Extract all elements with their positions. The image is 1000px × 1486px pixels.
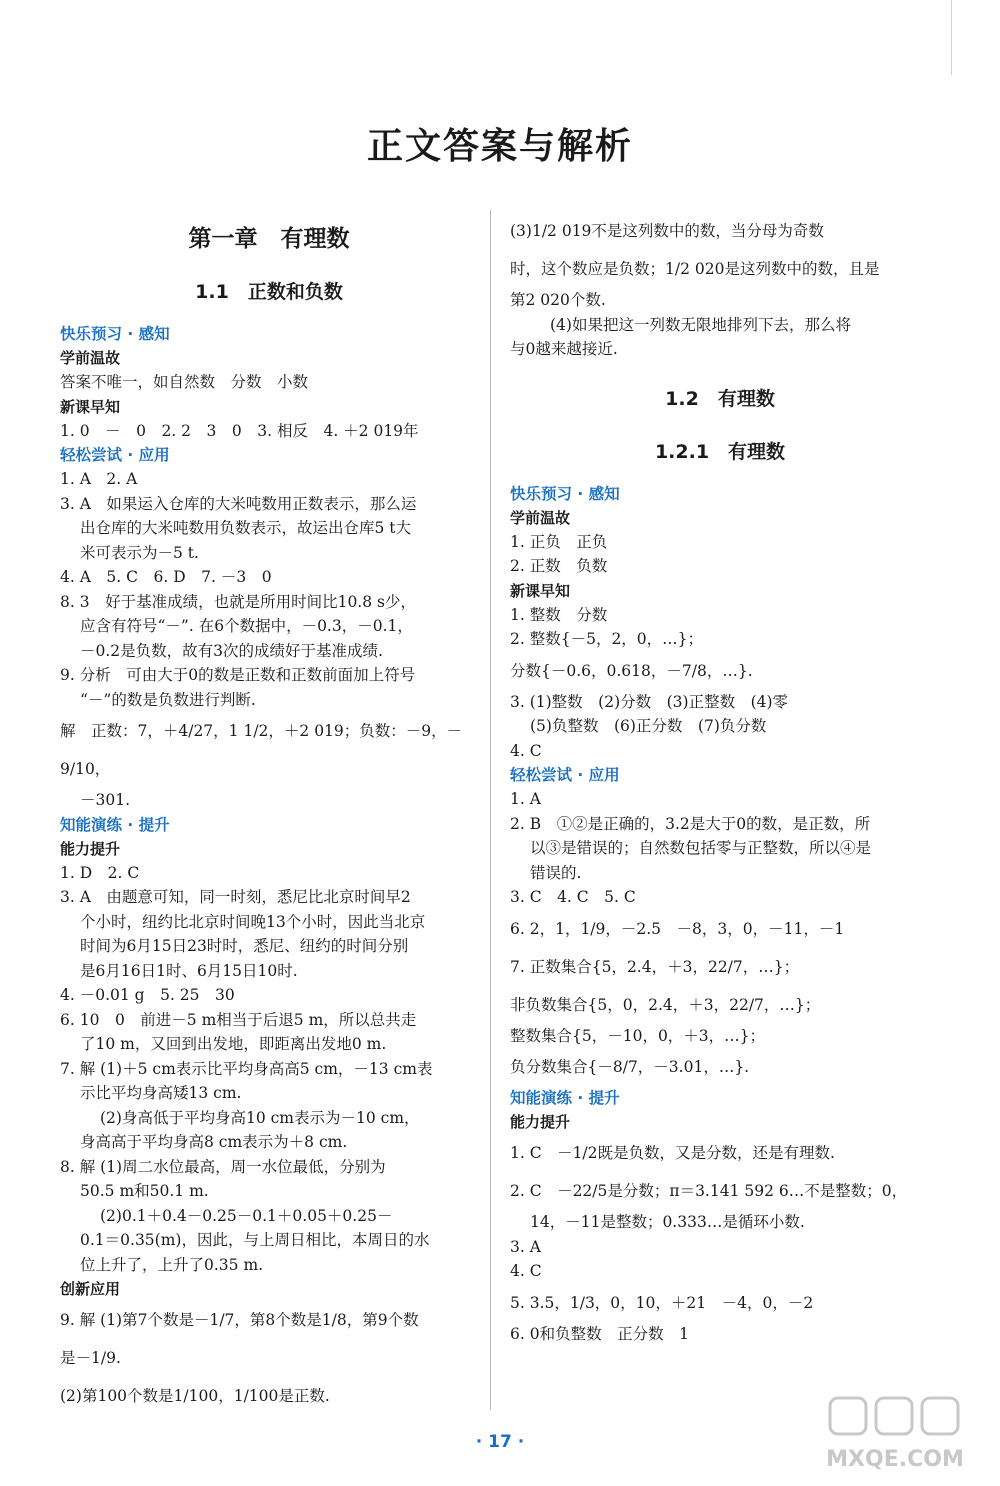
answer-line: 第2 020个数.: [510, 291, 606, 309]
answer-line: 时，这个数应是负数；1/2 020是这列数中的数，且是: [510, 260, 880, 278]
answer-line: 7. 正数集合{5，2.4，＋3，22/7，…}；: [510, 957, 800, 976]
right-column: [510, 212, 930, 1346]
answer-line: 1. 0 － 0 2. 2 3 0 3. 相反 4. ＋2 019年: [60, 421, 419, 440]
answer-line: 个小时，纽约比北京时间晚13个小时，因此当北京: [80, 912, 426, 931]
answer-line: 2. 整数{－5，2，0，…}；: [510, 630, 704, 648]
subheading: 学前温故: [60, 349, 121, 367]
subheading: 新课早知: [510, 581, 571, 600]
subheading: 学前温故: [510, 508, 571, 527]
section-label: 知能演练 · 提升: [510, 1089, 620, 1107]
answer-line: 应含有符号“－”. 在6个数据中，－0.3，－0.1，: [80, 617, 413, 635]
right-continued-lines: [510, 212, 930, 362]
answer-line: 错误的.: [530, 863, 582, 882]
answer-line: 1. A 2. A: [60, 470, 138, 488]
answer-line: 14，－11是整数；0.333…是循环小数.: [530, 1213, 805, 1231]
answer-line: 1. D 2. C: [60, 863, 140, 882]
answer-line: (2)0.1＋0.4－0.25－0.1＋0.05＋0.25－: [100, 1206, 393, 1225]
answer-line: 3. A: [510, 1237, 541, 1256]
answer-line: 1. 正负 正负: [510, 532, 608, 551]
answer-line: 1. C －1/2既是负数，又是分数，还是有理数.: [510, 1144, 835, 1162]
answer-line: 了10 m，又回到出发地，即距离出发地0 m.: [80, 1035, 387, 1053]
answer-line: 0.1＝0.35(m)，因此，与上周日相比，本周日的水: [80, 1231, 430, 1249]
answer-line: 示比平均身高矮13 cm.: [80, 1084, 242, 1102]
answer-line: 1. A: [510, 790, 541, 808]
answer-line: 2. 正数 负数: [510, 557, 608, 575]
answer-line: (4)如果把这一列数无限地排列下去，那么将: [550, 315, 851, 334]
answer-line: 整数集合{5，－10，0，＋3，…}；: [510, 1026, 766, 1045]
answer-line: (2)身高低于平均身高10 cm表示为－10 cm，: [100, 1108, 420, 1127]
answer-line: 身高高于平均身高8 cm表示为＋8 cm.: [80, 1133, 348, 1151]
answer-line: －0.2是负数，故有3次的成绩好于基准成绩.: [80, 641, 383, 660]
page-title: 正文答案与解析: [366, 126, 633, 167]
answer-line: 9. 分析 可由大于0的数是正数和正数前面加上符号: [60, 666, 416, 684]
answer-line: 2. C －22/5是分数；π＝3.141 592 6…不是整数；0，: [510, 1182, 908, 1200]
section-heading-1-2: 1.2 有理数: [665, 387, 775, 410]
section-label: 知能演练 · 提升: [60, 815, 170, 834]
answer-line: 9. 解 (1)第7个数是－1/7，第8个数是1/8，第9个数: [60, 1311, 419, 1329]
answer-line: 3. C 4. C 5. C: [510, 888, 636, 906]
section-heading-1-1: 1.1 正数和负数: [195, 281, 343, 303]
scan-edge-mark: [951, 0, 952, 75]
answer-line: 8. 解 (1)周二水位最高，周一水位最低，分别为: [60, 1157, 386, 1176]
answer-line: 3. A 如果运入仓库的大米吨数用正数表示，那么运: [60, 494, 417, 513]
answer-line: 1. 整数 分数: [510, 605, 608, 624]
answer-line: 出仓库的大米吨数用负数表示，故运出仓库5 t大: [80, 519, 412, 537]
page-number: · 17 ·: [475, 1432, 525, 1452]
answer-line: 6. 0和负整数 正分数 1: [510, 1324, 689, 1343]
answer-line: 负分数集合{－8/7，－3.01，…}.: [510, 1058, 750, 1076]
answer-line: (5)负整数 (6)正分数 (7)负分数: [530, 717, 767, 735]
watermark-logo: [810, 1394, 980, 1476]
section-label: 快乐预习 · 感知: [510, 484, 620, 503]
answer-line: 分数{－0.6，0.618，－7/8，…}.: [510, 661, 753, 680]
left-answer-lines: [60, 322, 478, 1415]
right-answer-lines: [510, 482, 930, 1347]
answer-line: 2. B ①②是正确的，3.2是大于0的数，是正数，所: [510, 814, 871, 833]
answer-line: 4. －0.01 g 5. 25 30: [60, 986, 235, 1004]
answer-line: 8. 3 好于基准成绩，也就是所用时间比10.8 s少，: [60, 592, 416, 611]
answer-line: 米可表示为－5 t.: [80, 543, 199, 562]
answer-line: “－”的数是负数进行判断.: [80, 690, 256, 709]
answer-line: 4. A 5. C 6. D 7. －3 0: [60, 568, 272, 586]
answer-line: 解 正数：7，＋4/27，1 1/2，＋2 019；负数：－9，－9/10，: [60, 722, 463, 778]
answer-line: 4. C: [510, 1262, 542, 1280]
subheading: 能力提升: [60, 839, 121, 858]
answer-line: 4. C: [510, 741, 542, 760]
answer-line: －301.: [80, 791, 131, 809]
answer-line: 50.5 m和50.1 m.: [80, 1182, 209, 1200]
answer-line: 答案不唯一，如自然数 分数 小数: [60, 373, 309, 391]
answer-line: 7. 解 (1)＋5 cm表示比平均身高高5 cm，－13 cm表: [60, 1059, 433, 1078]
section-label: 轻松尝试 · 应用: [60, 446, 170, 464]
left-column: [60, 208, 478, 1415]
section-label: 快乐预习 · 感知: [60, 325, 170, 343]
answer-line: 是－1/9.: [60, 1349, 121, 1367]
column-divider: [490, 210, 491, 1410]
chapter-heading: 第一章 有理数: [188, 226, 350, 252]
subsection-heading-1-2-1: 1.2.1 有理数: [654, 440, 786, 463]
answer-line: 与0越来越接近.: [510, 340, 618, 358]
answer-line: (2)第100个数是1/100，1/100是正数.: [60, 1387, 330, 1405]
answer-line: 非负数集合{5，0，2.4，＋3，22/7，…}；: [510, 995, 821, 1014]
answer-line: 5. 3.5，1/3，0，10，＋21 －4，0，－2: [510, 1293, 814, 1312]
subheading: 能力提升: [510, 1113, 571, 1131]
answer-line: 6. 10 0 前进－5 m相当于后退5 m，所以总共走: [60, 1010, 417, 1029]
section-label: 轻松尝试 · 应用: [510, 766, 620, 784]
svg-text:MXQE.COM: MXQE.COM: [826, 1447, 964, 1472]
answer-line: 3. A 由题意可知，同一时刻，悉尼比北京时间早2: [60, 888, 411, 906]
answer-line: (3)1/2 019不是这列数中的数，当分母为奇数: [510, 222, 824, 240]
answer-line: 位上升了，上升了0.35 m.: [80, 1255, 264, 1274]
answer-line: 时间为6月15日23时时，悉尼、纽约的时间分别: [80, 937, 409, 955]
subheading: 新课早知: [60, 397, 121, 416]
subheading: 创新应用: [60, 1280, 121, 1298]
answer-line: 3. (1)整数 (2)分数 (3)正整数 (4)零: [510, 692, 789, 711]
answer-line: 以③是错误的；自然数包括零与正整数，所以④是: [530, 839, 872, 857]
answer-line: 是6月16日1时、6月15日10时.: [80, 961, 298, 980]
answer-line: 6. 2，1，1/9，－2.5 －8，3，0，－11，－1: [510, 919, 845, 938]
